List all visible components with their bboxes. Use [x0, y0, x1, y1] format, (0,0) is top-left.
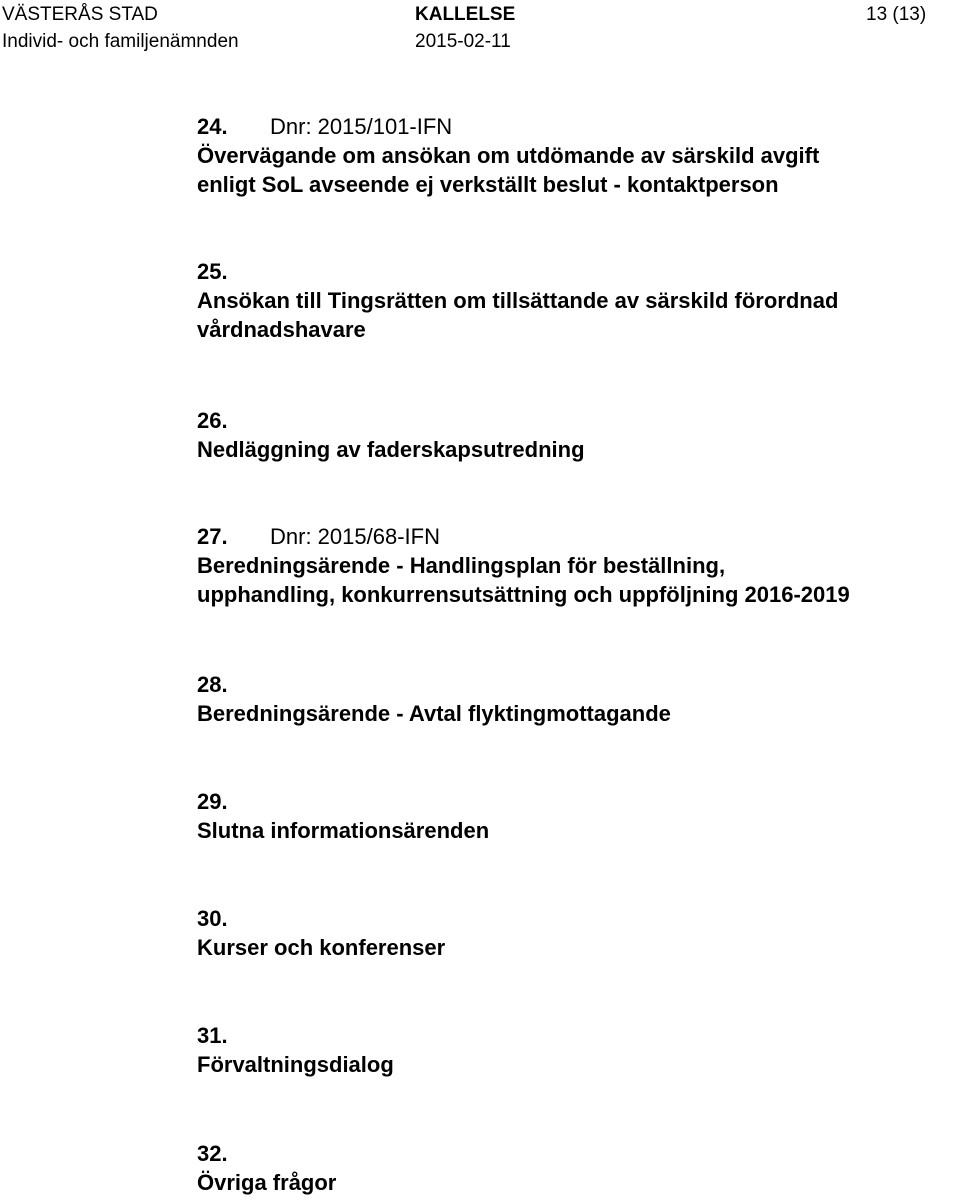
agenda-item-24 [197, 112, 957, 199]
item-number: 28. [197, 672, 228, 697]
item-title: Beredningsärende - Avtal flyktingmottagande [197, 701, 671, 726]
item-title: Förvaltningsdialog [197, 1052, 394, 1077]
item-number: 25. [197, 259, 228, 284]
document-date: 2015-02-11 [415, 31, 511, 52]
item-title: Övriga frågor [197, 1170, 337, 1195]
agenda-item-26 [197, 406, 957, 464]
document-type: KALLELSE [415, 4, 516, 25]
item-number: 32. [197, 1141, 228, 1166]
item-title: Ansökan till Tingsrätten om tillsättande av särskild förordnad vårdnadshavare [197, 288, 839, 342]
item-number: 31. [197, 1023, 228, 1048]
item-title: Nedläggning av faderskapsutredning [197, 437, 585, 462]
agenda-item-28 [197, 670, 957, 728]
item-title: Övervägande om ansökan om utdömande av särskild avgift enligt SoL avseende ej verkställt beslut - kontaktperson [197, 143, 820, 197]
agenda-item-27 [197, 522, 957, 609]
agenda-item-31 [197, 1021, 957, 1079]
item-number: 26. [197, 408, 228, 433]
item-dnr: Dnr: 2015/101-IFN [270, 114, 453, 139]
item-number: 30. [197, 906, 228, 931]
item-number: 29. [197, 789, 228, 814]
agenda-item-32 [197, 1139, 957, 1197]
item-number: 24. [197, 114, 228, 139]
item-title: Beredningsärende - Handlingsplan för beställning, upphandling, konkurrensutsättning och uppföljning 2016-2019 [197, 553, 850, 607]
page-number: 13 (13) [866, 4, 927, 25]
agenda-item-30 [197, 904, 957, 962]
org-name: VÄSTERÅS STAD [2, 4, 158, 25]
department-name: Individ- och familjenämnden [2, 31, 239, 52]
item-dnr: Dnr: 2015/68-IFN [270, 524, 440, 549]
agenda-item-25 [197, 257, 957, 344]
item-title: Kurser och konferenser [197, 935, 446, 960]
item-title: Slutna informationsärenden [197, 818, 490, 843]
item-number: 27. [197, 524, 228, 549]
agenda-item-29 [197, 787, 957, 845]
